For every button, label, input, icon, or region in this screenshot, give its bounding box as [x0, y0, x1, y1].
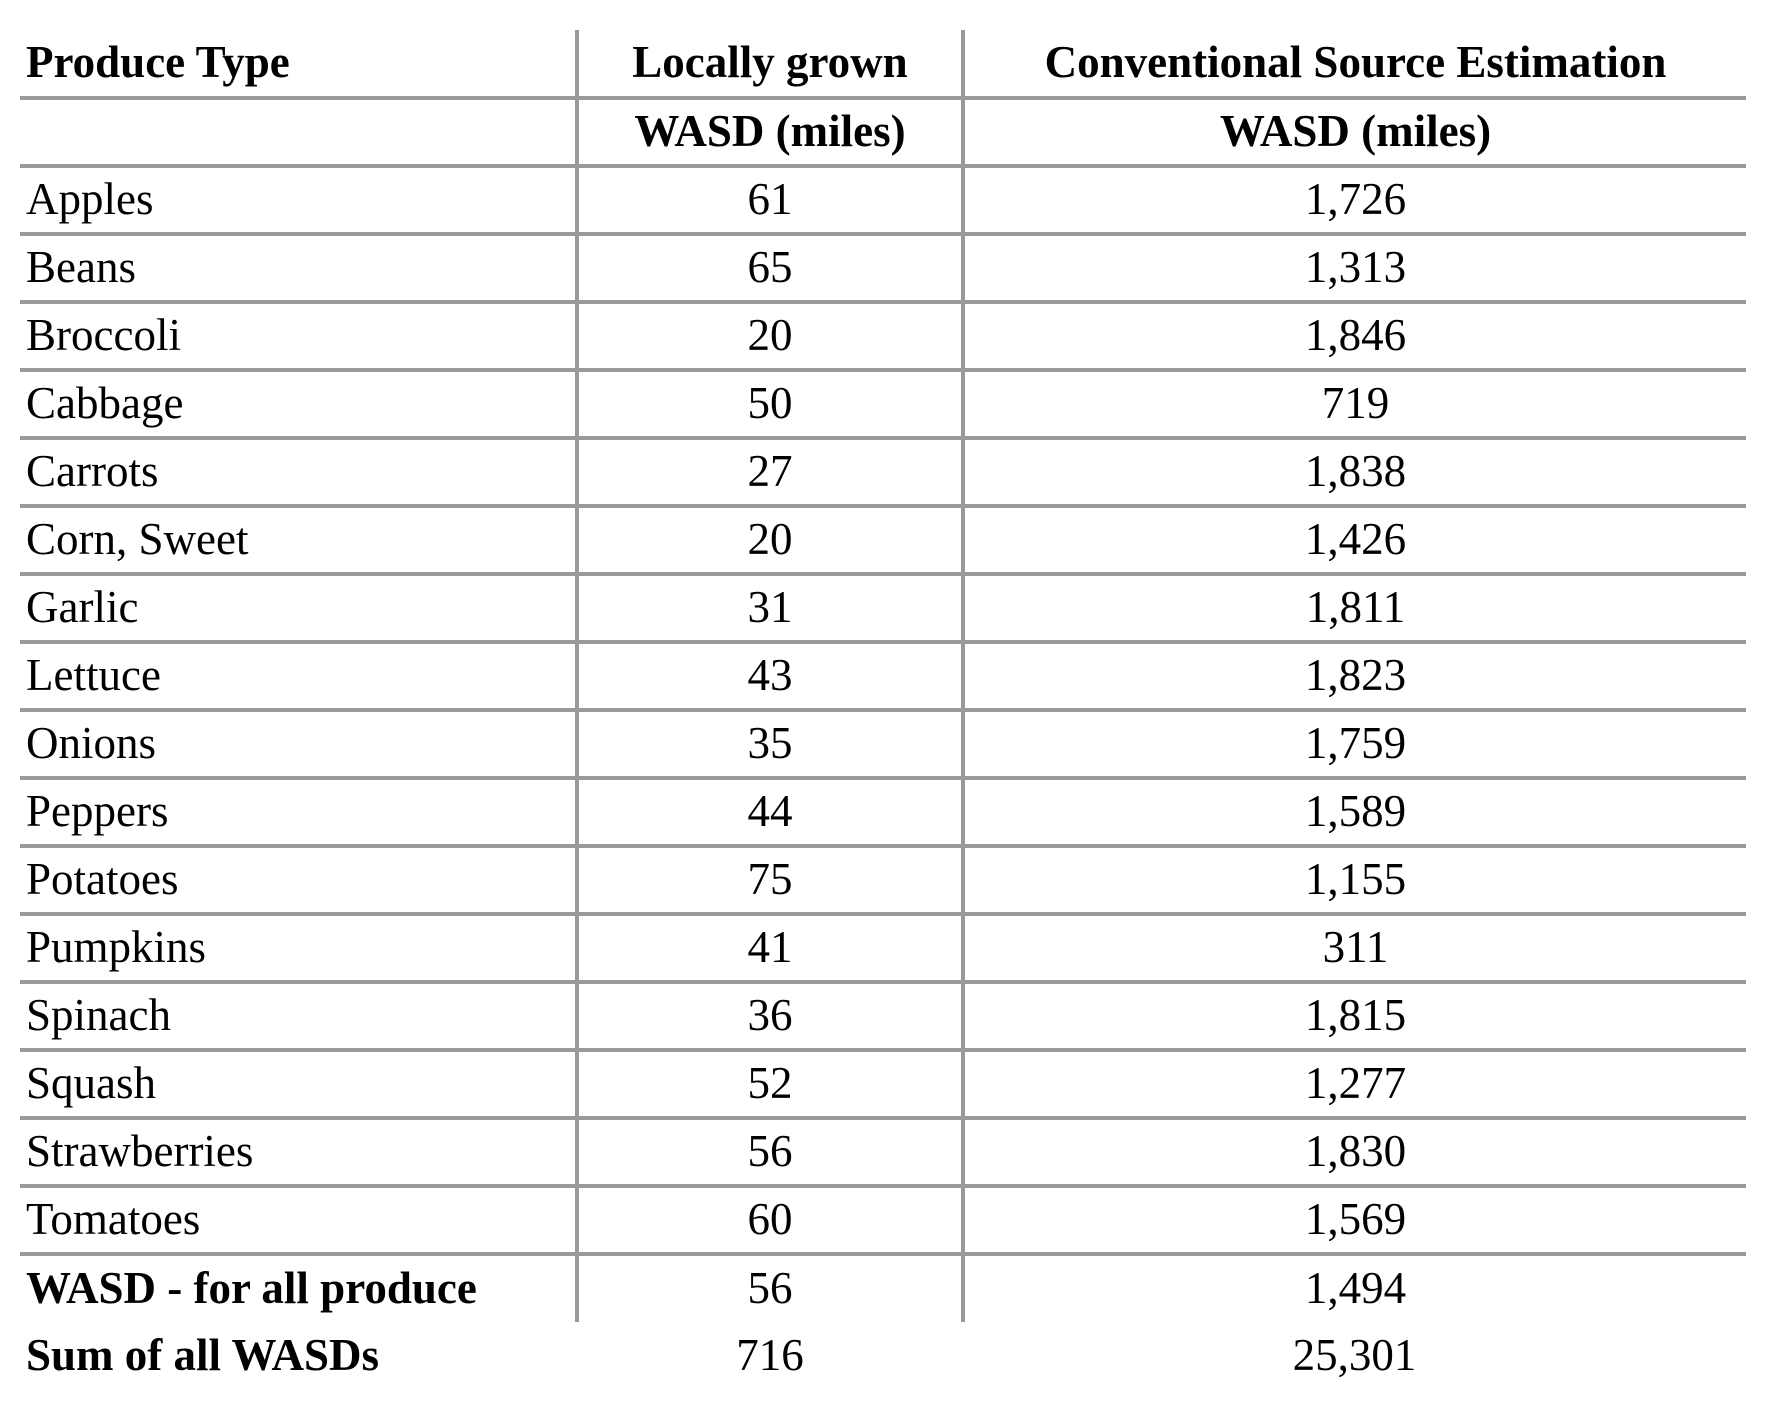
table-row [20, 506, 1746, 574]
produce-name-cell: Pumpkins [20, 914, 577, 982]
produce-name-cell: Corn, Sweet [20, 506, 577, 574]
header-conventional-wasd-units: WASD (miles) [963, 98, 1746, 166]
table-row [20, 234, 1746, 302]
local-wasd-cell: 41 [577, 914, 963, 982]
conventional-wasd-cell: 1,426 [963, 506, 1746, 574]
local-wasd-cell: 31 [577, 574, 963, 642]
table-row [20, 846, 1746, 914]
produce-name-cell: Peppers [20, 778, 577, 846]
conventional-wasd-cell: 1,569 [963, 1186, 1746, 1254]
conventional-wasd-cell: 25,301 [1292, 1330, 1417, 1381]
produce-name-cell: Apples [20, 166, 577, 234]
produce-wasd-table [20, 30, 1746, 1390]
conventional-wasd-cell: 1,846 [963, 302, 1746, 370]
table-row [20, 914, 1746, 982]
local-wasd-cell: 61 [577, 166, 963, 234]
table-row [20, 166, 1746, 234]
table-row [20, 438, 1746, 506]
local-wasd-cell: 52 [577, 1050, 963, 1118]
local-wasd-cell: 20 [577, 506, 963, 574]
conventional-wasd-cell: 1,313 [963, 234, 1746, 302]
table-row [20, 1118, 1746, 1186]
local-wasd-cell: 43 [577, 642, 963, 710]
produce-name-cell: Onions [20, 710, 577, 778]
table-row [20, 370, 1746, 438]
header-row-1 [20, 30, 1746, 98]
conventional-wasd-cell: 1,277 [963, 1050, 1746, 1118]
conventional-wasd-cell: 311 [963, 914, 1746, 982]
table-row [20, 778, 1746, 846]
produce-name-cell: Spinach [20, 982, 577, 1050]
table-row [20, 1050, 1746, 1118]
table-row [20, 574, 1746, 642]
local-wasd-cell: 60 [577, 1186, 963, 1254]
header-row-2 [20, 98, 1746, 166]
summary-label: WASD - for all produce [20, 1254, 577, 1322]
header-locally-grown: Locally grown [577, 30, 963, 98]
table-row [20, 710, 1746, 778]
local-wasd-cell: 20 [577, 302, 963, 370]
table-row [20, 642, 1746, 710]
local-wasd-cell: 35 [577, 710, 963, 778]
header-empty-cell [20, 98, 577, 166]
conventional-wasd-cell: 1,759 [963, 710, 1746, 778]
local-wasd-cell: 716 [736, 1330, 804, 1381]
local-wasd-cell: 65 [577, 234, 963, 302]
local-wasd-cell: 27 [577, 438, 963, 506]
produce-name-cell: Cabbage [20, 370, 577, 438]
local-wasd-cell: 56 [577, 1254, 963, 1322]
table-row [20, 302, 1746, 370]
conventional-wasd-cell: 1,494 [1304, 1263, 1407, 1314]
produce-name-cell: Squash [20, 1050, 577, 1118]
produce-name-cell: Beans [20, 234, 577, 302]
local-wasd-cell: 44 [577, 778, 963, 846]
table-row [20, 982, 1746, 1050]
summary-row-wasd-all-produce [20, 1254, 1746, 1322]
header-conventional-source-estimation: Conventional Source Estimation [963, 30, 1746, 98]
summary-label: Sum of all WASDs [26, 1330, 380, 1381]
produce-name-cell: Potatoes [20, 846, 577, 914]
conventional-wasd-cell: 1,815 [963, 982, 1746, 1050]
local-wasd-cell: 56 [577, 1118, 963, 1186]
table-row [20, 1186, 1746, 1254]
produce-name-cell: Garlic [20, 574, 577, 642]
conventional-wasd-cell: 1,726 [963, 166, 1746, 234]
produce-name-cell: Tomatoes [20, 1186, 577, 1254]
conventional-wasd-cell: 1,155 [963, 846, 1746, 914]
header-local-wasd-units: WASD (miles) [577, 98, 963, 166]
local-wasd-cell: 36 [577, 982, 963, 1050]
local-wasd-cell: 75 [577, 846, 963, 914]
produce-name-cell: Strawberries [20, 1118, 577, 1186]
conventional-wasd-cell: 719 [963, 370, 1746, 438]
summary-row-sum-of-wasds [20, 1322, 1746, 1390]
header-produce-type: Produce Type [20, 30, 577, 98]
local-wasd-cell: 50 [577, 370, 963, 438]
produce-name-cell: Lettuce [20, 642, 577, 710]
conventional-wasd-cell: 1,830 [963, 1118, 1746, 1186]
conventional-wasd-cell: 1,589 [963, 778, 1746, 846]
produce-name-cell: Broccoli [20, 302, 577, 370]
conventional-wasd-cell: 1,811 [963, 574, 1746, 642]
conventional-wasd-cell: 1,823 [963, 642, 1746, 710]
conventional-wasd-cell: 1,838 [963, 438, 1746, 506]
produce-name-cell: Carrots [20, 438, 577, 506]
